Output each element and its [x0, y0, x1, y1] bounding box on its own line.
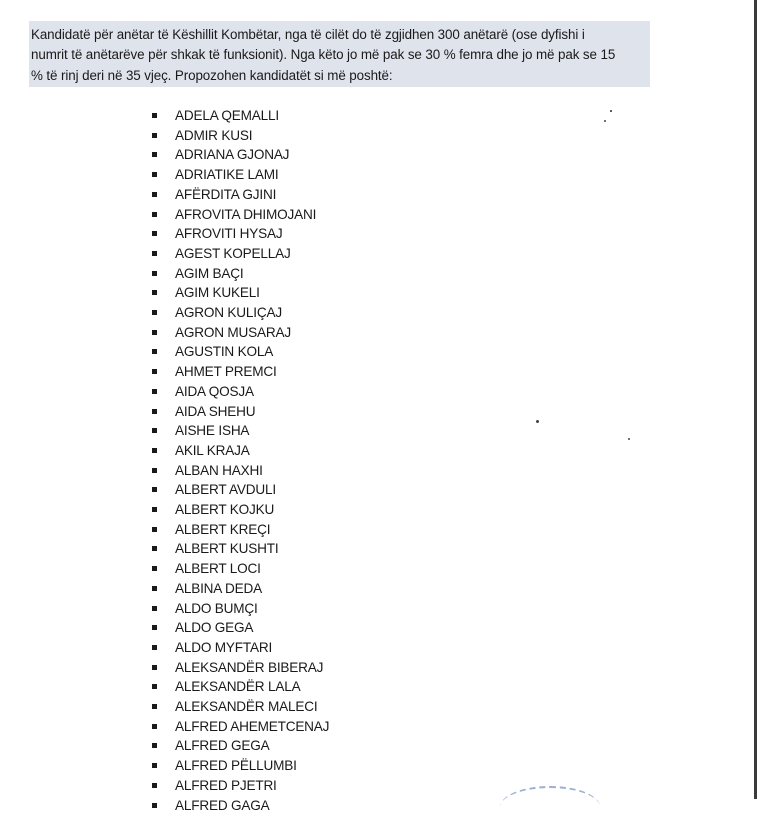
bullet-icon	[152, 724, 157, 729]
bullet-icon	[152, 468, 157, 473]
candidate-name: ALBERT LOCI	[175, 561, 261, 577]
candidate-name: ALDO GEGA	[175, 620, 254, 636]
candidate-name: AFROVITA DHIMOJANI	[175, 206, 317, 222]
bullet-icon	[152, 251, 157, 256]
bullet-icon	[152, 310, 157, 315]
scan-speck	[536, 420, 539, 423]
candidate-name: ALEKSANDËR BIBERAJ	[175, 659, 324, 675]
bullet-icon	[152, 428, 157, 433]
bullet-icon	[152, 566, 157, 571]
bullet-icon	[152, 645, 157, 650]
bullet-icon	[152, 349, 157, 354]
candidate-name: ALEKSANDËR MALECI	[175, 699, 318, 714]
candidate-name: ALFRED PJETRI	[175, 777, 277, 793]
bullet-icon	[152, 231, 157, 236]
bullet-icon	[152, 212, 157, 217]
bullet-icon	[152, 330, 157, 335]
candidate-name: AFËRDITA GJINI	[175, 186, 277, 202]
bullet-icon	[152, 152, 157, 157]
candidate-name: ALDO BUMÇI	[175, 600, 258, 616]
candidate-name: ALFRED PËLLUMBI	[175, 758, 297, 774]
bullet-icon	[152, 665, 157, 670]
candidate-name: AIDA SHEHU	[175, 403, 256, 419]
candidate-name: ALFRED GAGA	[175, 797, 270, 813]
candidate-name: AGUSTIN KOLA	[175, 344, 274, 360]
candidate-name: ALBAN HAXHI	[175, 462, 263, 478]
bullet-icon	[152, 606, 157, 611]
page-edge-line	[754, 0, 757, 799]
scan-speck	[604, 120, 606, 122]
bullet-icon	[152, 625, 157, 630]
bullet-icon	[152, 133, 157, 138]
bullet-icon	[152, 290, 157, 295]
bullet-icon	[152, 192, 157, 197]
candidate-name: ADELA QEMALLI	[175, 108, 279, 123]
candidate-name: AISHE ISHA	[175, 423, 250, 439]
candidate-name: AGIM KUKELI	[175, 285, 260, 301]
bullet-icon	[152, 763, 157, 768]
bullet-icon	[152, 172, 157, 177]
candidate-name: ALBERT KREÇI	[175, 521, 271, 537]
candidate-name: ALEKSANDËR LALA	[175, 679, 301, 695]
candidate-name: AGRON KULIÇAJ	[175, 305, 282, 320]
scan-speck	[628, 438, 630, 440]
candidate-name: ADRIANA GJONAJ	[175, 147, 290, 163]
bullet-icon	[152, 507, 157, 512]
bullet-icon	[152, 409, 157, 414]
candidate-name: AGEST KOPELLAJ	[175, 245, 291, 261]
candidate-name: ALFRED AHEMETCENAJ	[175, 718, 330, 734]
bullet-icon	[152, 271, 157, 276]
candidate-name: AFROVITI HYSAJ	[175, 226, 283, 242]
bullet-icon	[152, 113, 157, 118]
bullet-icon	[152, 369, 157, 374]
candidate-name: AKIL KRAJA	[175, 442, 250, 458]
bullet-icon	[152, 586, 157, 591]
bullet-icon	[152, 783, 157, 788]
candidate-name: ALDO MYFTARI	[175, 639, 273, 655]
candidate-name: ALBERT AVDULI	[175, 482, 276, 498]
bullet-icon	[152, 743, 157, 748]
intro-text-line-3: % të rinj deri në 35 vjeç. Propozohen kandidatët si më poshtë:	[31, 68, 393, 83]
bullet-icon	[152, 389, 157, 394]
candidate-name: ALBERT KUSHTI	[175, 541, 279, 557]
bullet-icon	[152, 803, 157, 808]
candidate-name: AGIM BAÇI	[175, 265, 244, 281]
stamp-seal	[500, 786, 600, 828]
bullet-icon	[152, 527, 157, 532]
candidate-name: ALBINA DEDA	[175, 580, 262, 596]
bullet-icon	[152, 448, 157, 453]
candidate-name: ALFRED GEGA	[175, 738, 270, 754]
scan-speck	[610, 110, 612, 112]
candidate-name: ADRIATIKE LAMI	[175, 167, 279, 183]
candidate-name: ALBERT KOJKU	[175, 502, 275, 517]
candidate-name: ADMIR KUSI	[175, 127, 253, 143]
bullet-icon	[152, 546, 157, 551]
candidate-name: AIDA QOSJA	[175, 383, 254, 399]
intro-text-line-2: numrit të anëtarëve për shkak të funksionit). Nga këto jo më pak se 30 % femra dhe jo më pak se 15	[31, 47, 616, 62]
bullet-icon	[152, 487, 157, 492]
bullet-icon	[152, 684, 157, 689]
candidate-name: AGRON MUSARAJ	[175, 324, 291, 340]
intro-text-line-1: Kandidatë për anëtar të Këshillit Kombëtar, nga të cilët do të zgjidhen 300 anëtarë (ose dyfishi i	[31, 27, 585, 42]
bullet-icon	[152, 704, 157, 709]
candidate-name: AHMET PREMCI	[175, 364, 277, 380]
